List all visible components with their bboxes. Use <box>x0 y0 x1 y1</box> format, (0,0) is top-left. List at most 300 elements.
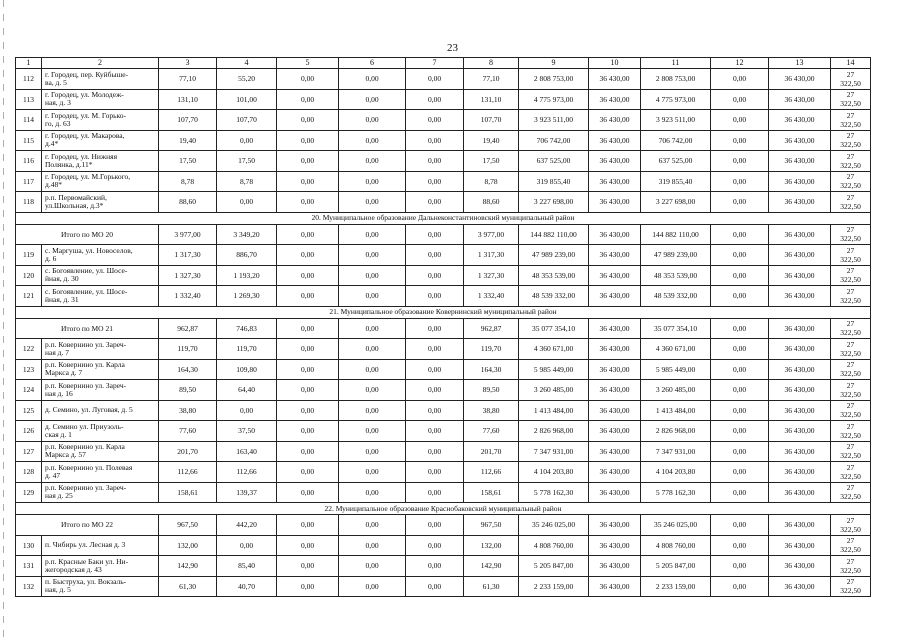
cell-col-5: 0,00 <box>277 462 339 483</box>
cell-col-3: 142,90 <box>159 556 217 577</box>
cell-col-3: 88,60 <box>159 192 217 213</box>
cell-col-8: 142,90 <box>464 556 519 577</box>
cell-col-9: 4 808 760,00 <box>519 535 589 556</box>
cell-col-10: 36 430,00 <box>589 359 641 380</box>
cell-col-6: 0,00 <box>339 110 406 131</box>
address-cell: р.п. Ковернино ул. Зареч- ная д. 25 <box>42 482 159 503</box>
row-number: 115 <box>16 130 42 151</box>
cell-col-12: 0,00 <box>711 339 769 360</box>
cell-col-7: 0,00 <box>406 171 464 192</box>
cell-col-7: 0,00 <box>406 576 464 597</box>
cell-col-3: 158,61 <box>159 482 217 503</box>
cell-col-9: 4 104 203,80 <box>519 462 589 483</box>
cell-col-12: 0,00 <box>711 535 769 556</box>
table-row <box>16 89 871 110</box>
column-number-10: 10 <box>589 58 641 69</box>
cell-col-13: 36 430,00 <box>769 265 831 286</box>
cell-col-11: 7 347 931,00 <box>641 441 711 462</box>
cell-col-5: 0,00 <box>277 482 339 503</box>
left-margin-dots <box>3 0 5 640</box>
cell-col-5: 0,00 <box>277 192 339 213</box>
cell-col-14: 27 322,50 <box>831 171 871 192</box>
cell-col-9: 5 985 449,00 <box>519 359 589 380</box>
subtotal-row <box>16 515 871 536</box>
column-number-9: 9 <box>519 58 589 69</box>
cell-col-9: 319 855,40 <box>519 171 589 192</box>
cell-col-10: 36 430,00 <box>589 576 641 597</box>
address-cell: с. Богоявление, ул. Шосе- йная, д. 31 <box>42 286 159 307</box>
cell-col-5: 0,00 <box>277 89 339 110</box>
cell-col-10: 36 430,00 <box>589 192 641 213</box>
cell-col-14: 27 322,50 <box>831 482 871 503</box>
cell-col-5: 0,00 <box>277 151 339 172</box>
cell-col-4: 17,50 <box>217 151 277 172</box>
cell-col-13: 36 430,00 <box>769 556 831 577</box>
cell-col-12: 0,00 <box>711 400 769 421</box>
section-heading: 22. Муниципальное образование Краснобаковский муниципальный район <box>16 503 871 515</box>
column-number-7: 7 <box>406 58 464 69</box>
cell-col-9: 3 260 485,00 <box>519 380 589 401</box>
cell-col-8: 77,10 <box>464 69 519 90</box>
cell-col-4: 3 349,20 <box>217 224 277 245</box>
cell-col-4: 139,37 <box>217 482 277 503</box>
column-number-6: 6 <box>339 58 406 69</box>
cell-col-5: 0,00 <box>277 224 339 245</box>
table-row <box>16 359 871 380</box>
cell-col-11: 637 525,00 <box>641 151 711 172</box>
cell-col-6: 0,00 <box>339 245 406 266</box>
subtotal-label: Итого по МО 22 <box>16 515 159 536</box>
cell-col-5: 0,00 <box>277 359 339 380</box>
cell-col-3: 131,10 <box>159 89 217 110</box>
cell-col-13: 36 430,00 <box>769 110 831 131</box>
cell-col-10: 36 430,00 <box>589 171 641 192</box>
section-heading-row <box>16 503 871 515</box>
cell-col-7: 0,00 <box>406 556 464 577</box>
row-number: 132 <box>16 576 42 597</box>
address-cell: р.п. Ковернино ул. Карла Маркса д. 57 <box>42 441 159 462</box>
cell-col-11: 1 413 484,00 <box>641 400 711 421</box>
cell-col-7: 0,00 <box>406 110 464 131</box>
column-number-4: 4 <box>217 58 277 69</box>
row-number: 122 <box>16 339 42 360</box>
cell-col-8: 77,60 <box>464 421 519 442</box>
table-row <box>16 130 871 151</box>
cell-col-6: 0,00 <box>339 89 406 110</box>
cell-col-4: 0,00 <box>217 192 277 213</box>
cell-col-8: 201,70 <box>464 441 519 462</box>
cell-col-8: 1 317,30 <box>464 245 519 266</box>
cell-col-8: 1 327,30 <box>464 265 519 286</box>
cell-col-12: 0,00 <box>711 89 769 110</box>
address-cell: г. Городец, ул. М.Горького, д.48* <box>42 171 159 192</box>
address-cell: д. Семино ул. Приузоль- ская д. 1 <box>42 421 159 442</box>
cell-col-12: 0,00 <box>711 130 769 151</box>
cell-col-3: 38,80 <box>159 400 217 421</box>
cell-col-11: 706 742,00 <box>641 130 711 151</box>
cell-col-14: 27 322,50 <box>831 441 871 462</box>
cell-col-8: 119,70 <box>464 339 519 360</box>
cell-col-3: 61,30 <box>159 576 217 597</box>
cell-col-13: 36 430,00 <box>769 171 831 192</box>
cell-col-4: 107,70 <box>217 110 277 131</box>
table-row <box>16 576 871 597</box>
cell-col-6: 0,00 <box>339 151 406 172</box>
cell-col-11: 48 353 539,00 <box>641 265 711 286</box>
cell-col-7: 0,00 <box>406 515 464 536</box>
address-cell: д. Семино, ул. Луговая, д. 5 <box>42 400 159 421</box>
cell-col-5: 0,00 <box>277 400 339 421</box>
cell-col-3: 119,70 <box>159 339 217 360</box>
cell-col-4: 55,20 <box>217 69 277 90</box>
address-cell: п. Быструха, ул. Вокзаль- ная, д. 5 <box>42 576 159 597</box>
cell-col-6: 0,00 <box>339 339 406 360</box>
cell-col-9: 1 413 484,00 <box>519 400 589 421</box>
column-header-row <box>16 58 871 69</box>
row-number: 128 <box>16 462 42 483</box>
cell-col-10: 36 430,00 <box>589 380 641 401</box>
cell-col-11: 3 227 698,00 <box>641 192 711 213</box>
cell-col-13: 36 430,00 <box>769 192 831 213</box>
cell-col-10: 36 430,00 <box>589 265 641 286</box>
housing-table <box>15 57 871 597</box>
row-number: 114 <box>16 110 42 131</box>
cell-col-10: 36 430,00 <box>589 339 641 360</box>
column-number-11: 11 <box>641 58 711 69</box>
cell-col-3: 8,78 <box>159 171 217 192</box>
cell-col-14: 27 322,50 <box>831 265 871 286</box>
column-number-14: 14 <box>831 58 871 69</box>
table-row <box>16 192 871 213</box>
cell-col-10: 36 430,00 <box>589 515 641 536</box>
cell-col-7: 0,00 <box>406 441 464 462</box>
cell-col-13: 36 430,00 <box>769 318 831 339</box>
cell-col-12: 0,00 <box>711 380 769 401</box>
cell-col-5: 0,00 <box>277 130 339 151</box>
cell-col-6: 0,00 <box>339 380 406 401</box>
cell-col-3: 77,60 <box>159 421 217 442</box>
cell-col-11: 5 985 449,00 <box>641 359 711 380</box>
cell-col-3: 201,70 <box>159 441 217 462</box>
cell-col-14: 27 322,50 <box>831 515 871 536</box>
column-number-5: 5 <box>277 58 339 69</box>
column-number-13: 13 <box>769 58 831 69</box>
column-number-2: 2 <box>42 58 159 69</box>
cell-col-13: 36 430,00 <box>769 441 831 462</box>
cell-col-11: 319 855,40 <box>641 171 711 192</box>
row-number: 123 <box>16 359 42 380</box>
cell-col-11: 35 077 354,10 <box>641 318 711 339</box>
cell-col-9: 144 882 110,00 <box>519 224 589 245</box>
cell-col-7: 0,00 <box>406 286 464 307</box>
cell-col-10: 36 430,00 <box>589 482 641 503</box>
address-cell: с. Маргуша, ул. Новоселов, д. 6 <box>42 245 159 266</box>
cell-col-14: 27 322,50 <box>831 421 871 442</box>
cell-col-5: 0,00 <box>277 515 339 536</box>
cell-col-5: 0,00 <box>277 380 339 401</box>
cell-col-9: 2 826 968,00 <box>519 421 589 442</box>
cell-col-9: 35 246 025,00 <box>519 515 589 536</box>
cell-col-14: 27 322,50 <box>831 359 871 380</box>
cell-col-14: 27 322,50 <box>831 110 871 131</box>
cell-col-11: 2 233 159,00 <box>641 576 711 597</box>
cell-col-6: 0,00 <box>339 265 406 286</box>
cell-col-7: 0,00 <box>406 130 464 151</box>
address-cell: р.п. Первомайский, ул.Школьная, д.3* <box>42 192 159 213</box>
cell-col-10: 36 430,00 <box>589 110 641 131</box>
cell-col-9: 4 775 973,00 <box>519 89 589 110</box>
cell-col-12: 0,00 <box>711 556 769 577</box>
cell-col-11: 4 104 203,80 <box>641 462 711 483</box>
row-number: 124 <box>16 380 42 401</box>
table-row <box>16 535 871 556</box>
cell-col-4: 1 269,30 <box>217 286 277 307</box>
cell-col-6: 0,00 <box>339 576 406 597</box>
cell-col-10: 36 430,00 <box>589 130 641 151</box>
cell-col-11: 4 808 760,00 <box>641 535 711 556</box>
cell-col-6: 0,00 <box>339 318 406 339</box>
table-row <box>16 482 871 503</box>
cell-col-13: 36 430,00 <box>769 482 831 503</box>
cell-col-8: 38,80 <box>464 400 519 421</box>
cell-col-5: 0,00 <box>277 245 339 266</box>
cell-col-9: 48 539 332,00 <box>519 286 589 307</box>
cell-col-12: 0,00 <box>711 441 769 462</box>
address-cell: р.п. Ковернино ул. Зареч- ная д. 7 <box>42 339 159 360</box>
cell-col-12: 0,00 <box>711 171 769 192</box>
table-row <box>16 380 871 401</box>
cell-col-5: 0,00 <box>277 421 339 442</box>
cell-col-9: 706 742,00 <box>519 130 589 151</box>
column-number-12: 12 <box>711 58 769 69</box>
cell-col-13: 36 430,00 <box>769 130 831 151</box>
cell-col-14: 27 322,50 <box>831 286 871 307</box>
table-row <box>16 441 871 462</box>
row-number: 116 <box>16 151 42 172</box>
cell-col-9: 35 077 354,10 <box>519 318 589 339</box>
row-number: 118 <box>16 192 42 213</box>
row-number: 131 <box>16 556 42 577</box>
cell-col-3: 967,50 <box>159 515 217 536</box>
row-number: 112 <box>16 69 42 90</box>
cell-col-10: 36 430,00 <box>589 286 641 307</box>
row-number: 125 <box>16 400 42 421</box>
page-number: 23 <box>447 42 458 54</box>
cell-col-4: 0,00 <box>217 535 277 556</box>
cell-col-5: 0,00 <box>277 110 339 131</box>
cell-col-7: 0,00 <box>406 400 464 421</box>
cell-col-14: 27 322,50 <box>831 400 871 421</box>
cell-col-12: 0,00 <box>711 151 769 172</box>
cell-col-5: 0,00 <box>277 318 339 339</box>
cell-col-14: 27 322,50 <box>831 462 871 483</box>
cell-col-13: 36 430,00 <box>769 224 831 245</box>
cell-col-13: 36 430,00 <box>769 535 831 556</box>
cell-col-4: 85,40 <box>217 556 277 577</box>
cell-col-10: 36 430,00 <box>589 462 641 483</box>
cell-col-9: 4 360 671,00 <box>519 339 589 360</box>
row-number: 117 <box>16 171 42 192</box>
cell-col-8: 89,50 <box>464 380 519 401</box>
cell-col-7: 0,00 <box>406 339 464 360</box>
cell-col-12: 0,00 <box>711 421 769 442</box>
subtotal-label: Итого по МО 20 <box>16 224 159 245</box>
cell-col-6: 0,00 <box>339 535 406 556</box>
cell-col-10: 36 430,00 <box>589 318 641 339</box>
cell-col-5: 0,00 <box>277 265 339 286</box>
row-number: 130 <box>16 535 42 556</box>
cell-col-4: 746,83 <box>217 318 277 339</box>
table-row <box>16 110 871 131</box>
cell-col-6: 0,00 <box>339 69 406 90</box>
section-heading-row <box>16 212 871 224</box>
cell-col-11: 5 778 162,30 <box>641 482 711 503</box>
cell-col-4: 163,40 <box>217 441 277 462</box>
cell-col-7: 0,00 <box>406 151 464 172</box>
cell-col-13: 36 430,00 <box>769 380 831 401</box>
cell-col-6: 0,00 <box>339 400 406 421</box>
cell-col-12: 0,00 <box>711 515 769 536</box>
table-row <box>16 421 871 442</box>
cell-col-11: 5 205 847,00 <box>641 556 711 577</box>
cell-col-5: 0,00 <box>277 69 339 90</box>
table-row <box>16 265 871 286</box>
cell-col-8: 132,00 <box>464 535 519 556</box>
cell-col-13: 36 430,00 <box>769 421 831 442</box>
cell-col-7: 0,00 <box>406 224 464 245</box>
cell-col-8: 88,60 <box>464 192 519 213</box>
address-cell: г. Городец, ул. М. Горько- го, д. 63 <box>42 110 159 131</box>
cell-col-3: 77,10 <box>159 69 217 90</box>
address-cell: р.п. Ковернино ул. Зареч- ная д. 16 <box>42 380 159 401</box>
column-number-8: 8 <box>464 58 519 69</box>
cell-col-8: 8,78 <box>464 171 519 192</box>
cell-col-11: 47 989 239,00 <box>641 245 711 266</box>
cell-col-3: 107,70 <box>159 110 217 131</box>
column-number-3: 3 <box>159 58 217 69</box>
cell-col-13: 36 430,00 <box>769 339 831 360</box>
cell-col-11: 4 775 973,00 <box>641 89 711 110</box>
cell-col-14: 27 322,50 <box>831 339 871 360</box>
cell-col-10: 36 430,00 <box>589 151 641 172</box>
cell-col-7: 0,00 <box>406 380 464 401</box>
cell-col-4: 112,66 <box>217 462 277 483</box>
cell-col-8: 158,61 <box>464 482 519 503</box>
row-number: 121 <box>16 286 42 307</box>
cell-col-6: 0,00 <box>339 130 406 151</box>
cell-col-11: 3 260 485,00 <box>641 380 711 401</box>
cell-col-14: 27 322,50 <box>831 380 871 401</box>
cell-col-8: 17,50 <box>464 151 519 172</box>
cell-col-7: 0,00 <box>406 69 464 90</box>
address-cell: г. Городец, ул. Молодеж- ная, д. 3 <box>42 89 159 110</box>
row-number: 127 <box>16 441 42 462</box>
cell-col-4: 37,50 <box>217 421 277 442</box>
cell-col-12: 0,00 <box>711 318 769 339</box>
cell-col-12: 0,00 <box>711 224 769 245</box>
cell-col-3: 3 977,00 <box>159 224 217 245</box>
cell-col-9: 637 525,00 <box>519 151 589 172</box>
cell-col-6: 0,00 <box>339 224 406 245</box>
cell-col-14: 27 322,50 <box>831 576 871 597</box>
cell-col-13: 36 430,00 <box>769 69 831 90</box>
cell-col-4: 101,00 <box>217 89 277 110</box>
cell-col-10: 36 430,00 <box>589 400 641 421</box>
cell-col-13: 36 430,00 <box>769 245 831 266</box>
cell-col-5: 0,00 <box>277 441 339 462</box>
row-number: 113 <box>16 89 42 110</box>
cell-col-14: 27 322,50 <box>831 245 871 266</box>
cell-col-13: 36 430,00 <box>769 151 831 172</box>
cell-col-10: 36 430,00 <box>589 421 641 442</box>
subtotal-row <box>16 318 871 339</box>
cell-col-14: 27 322,50 <box>831 224 871 245</box>
cell-col-5: 0,00 <box>277 556 339 577</box>
cell-col-5: 0,00 <box>277 171 339 192</box>
cell-col-11: 144 882 110,00 <box>641 224 711 245</box>
section-heading: 21. Муниципальное образование Ковернинский муниципальный район <box>16 306 871 318</box>
cell-col-13: 36 430,00 <box>769 400 831 421</box>
cell-col-12: 0,00 <box>711 462 769 483</box>
cell-col-13: 36 430,00 <box>769 576 831 597</box>
table-row <box>16 151 871 172</box>
table-row <box>16 171 871 192</box>
cell-col-7: 0,00 <box>406 535 464 556</box>
table-row <box>16 400 871 421</box>
cell-col-4: 442,20 <box>217 515 277 536</box>
cell-col-7: 0,00 <box>406 462 464 483</box>
cell-col-7: 0,00 <box>406 245 464 266</box>
table-row <box>16 462 871 483</box>
cell-col-13: 36 430,00 <box>769 359 831 380</box>
cell-col-7: 0,00 <box>406 192 464 213</box>
cell-col-14: 27 322,50 <box>831 318 871 339</box>
address-cell: р.п. Ковернино ул. Карла Маркса д. 7 <box>42 359 159 380</box>
cell-col-5: 0,00 <box>277 339 339 360</box>
cell-col-12: 0,00 <box>711 245 769 266</box>
cell-col-5: 0,00 <box>277 286 339 307</box>
table-row <box>16 556 871 577</box>
cell-col-9: 3 923 511,00 <box>519 110 589 131</box>
cell-col-10: 36 430,00 <box>589 69 641 90</box>
cell-col-12: 0,00 <box>711 286 769 307</box>
cell-col-4: 886,70 <box>217 245 277 266</box>
cell-col-9: 3 227 698,00 <box>519 192 589 213</box>
cell-col-14: 27 322,50 <box>831 151 871 172</box>
cell-col-3: 19,40 <box>159 130 217 151</box>
cell-col-4: 40,70 <box>217 576 277 597</box>
cell-col-6: 0,00 <box>339 515 406 536</box>
cell-col-11: 2 826 968,00 <box>641 421 711 442</box>
cell-col-9: 48 353 539,00 <box>519 265 589 286</box>
cell-col-8: 61,30 <box>464 576 519 597</box>
cell-col-12: 0,00 <box>711 110 769 131</box>
cell-col-7: 0,00 <box>406 89 464 110</box>
cell-col-10: 36 430,00 <box>589 535 641 556</box>
cell-col-8: 962,87 <box>464 318 519 339</box>
cell-col-10: 36 430,00 <box>589 441 641 462</box>
cell-col-9: 5 205 847,00 <box>519 556 589 577</box>
cell-col-12: 0,00 <box>711 265 769 286</box>
subtotal-label: Итого по МО 21 <box>16 318 159 339</box>
cell-col-14: 27 322,50 <box>831 89 871 110</box>
cell-col-8: 112,66 <box>464 462 519 483</box>
cell-col-11: 3 923 511,00 <box>641 110 711 131</box>
cell-col-4: 8,78 <box>217 171 277 192</box>
cell-col-8: 3 977,00 <box>464 224 519 245</box>
address-cell: г. Городец, ул. Макарова, д.4* <box>42 130 159 151</box>
cell-col-7: 0,00 <box>406 359 464 380</box>
